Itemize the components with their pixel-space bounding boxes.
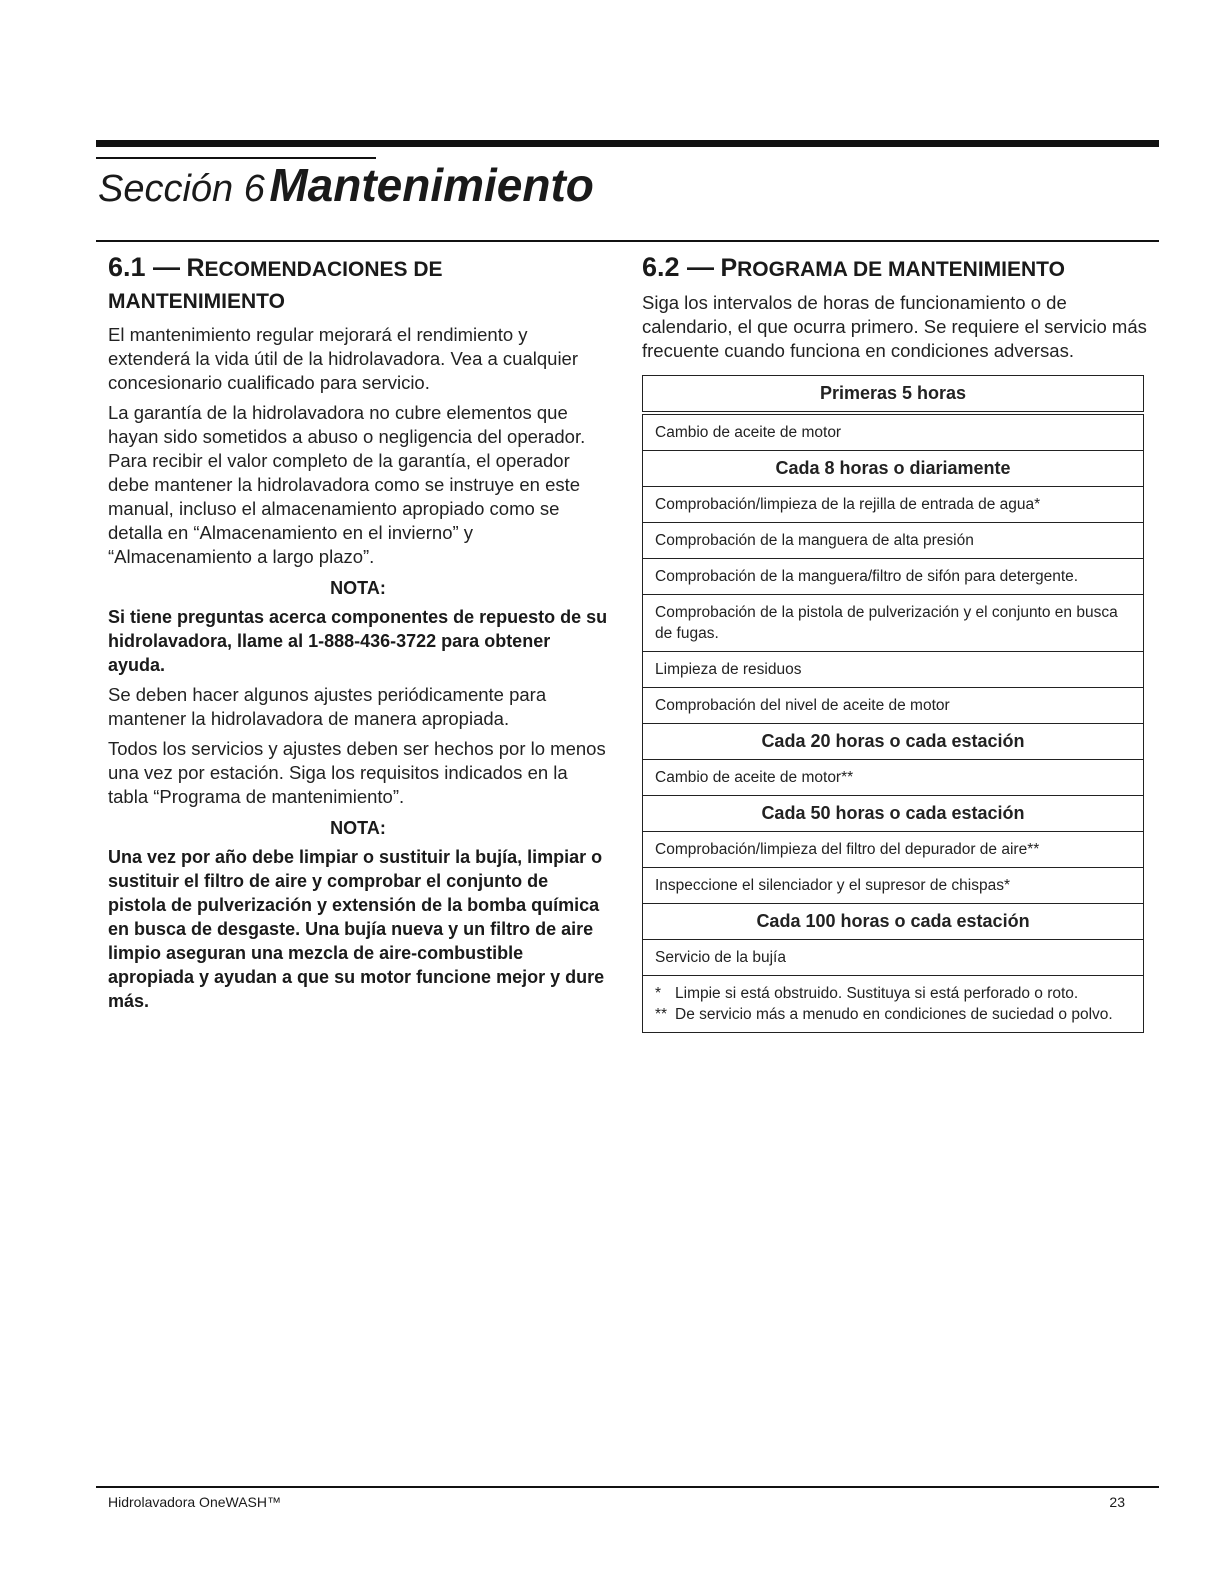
- group-title: Cada 20 horas o cada estación: [643, 724, 1144, 760]
- footnote: [655, 983, 1131, 1004]
- heading-6-2-rest: ROGRAMA DE MANTENIMIENTO: [737, 258, 1065, 281]
- footnote-mark: **: [655, 1006, 668, 1023]
- page-title: [98, 158, 594, 213]
- paragraph-warranty: La garantía de la hidrolavadora no cubre elementos que hayan sido sometidos a abuso o negligencia del operador. Para recibir el valor completo de la garantía, el operador debe mantener la hidrolavadora como se instruye en este manual, incluso el almacenamiento apropiado como se detalla en “Almacenamiento en el invierno” y “Almacenamiento a largo plazo”.: [108, 402, 586, 567]
- footnote-text: Limpie si está obstruido. Sustituya si está perforado o roto.: [675, 985, 1079, 1002]
- heading-6-1-rest: ECOMENDACIONES DE: [204, 258, 443, 281]
- table-group-header: [643, 376, 1144, 414]
- table-cell: Inspeccione el silenciador y el supresor de chispas*: [643, 868, 1144, 904]
- footer-rule: [96, 1486, 1159, 1488]
- heading-6-2-number: 6.2 —: [642, 252, 715, 282]
- paragraph-adjustments: Se deben hacer algunos ajustes periódicamente para mantener la hidrolavadora de manera apropiada.: [108, 684, 547, 729]
- table-cell: Servicio de la bujía: [643, 940, 1144, 976]
- note-label: NOTA:: [330, 578, 386, 598]
- table-cell: Comprobación/limpieza de la rejilla de entrada de agua*: [643, 487, 1144, 523]
- table-cell: Limpieza de residuos: [643, 652, 1144, 688]
- group-title: Primeras 5 horas: [643, 376, 1144, 414]
- header-rule: [96, 240, 1159, 242]
- table-group-header: [643, 796, 1144, 832]
- table-row: [643, 832, 1144, 868]
- table-cell: Comprobación de la pistola de pulverización y el conjunto en busca de fugas.: [643, 595, 1144, 652]
- note-annual-text: Una vez por año debe limpiar o sustituir la bujía, limpiar o sustituir el filtro de aire y comprobar el conjunto de pistola de pulverización y extensión de la bomba química en busca de desgaste. Una bujía nueva y un filtro de aire limpio aseguran una mezcla de aire-combustible apropiada y ayudan a que su motor funcione mejor y dure más.: [108, 847, 605, 1011]
- table-cell: Cambio de aceite de motor**: [643, 760, 1144, 796]
- table-group-header: [643, 724, 1144, 760]
- group-title: Cada 8 horas o diariamente: [643, 451, 1144, 487]
- note-label: NOTA:: [330, 818, 386, 838]
- table-row: [643, 595, 1144, 652]
- page-number: 23: [1109, 1494, 1125, 1510]
- heading-6-1-number: 6.1 —: [108, 252, 181, 282]
- table-row: [643, 523, 1144, 559]
- group-title: Cada 50 horas o cada estación: [643, 796, 1144, 832]
- footnotes-cell: [643, 976, 1144, 1033]
- table-row: [643, 940, 1144, 976]
- table-row: [643, 559, 1144, 595]
- paragraph-intro: El mantenimiento regular mejorará el rendimiento y extenderá la vida útil de la hidrolavadora. Vea a cualquier concesionario cualificado para servicio.: [108, 324, 579, 393]
- section-prefix: Sección 6: [98, 168, 265, 210]
- paragraph-seasonal: Todos los servicios y ajustes deben ser hechos por lo menos una vez por estación. Siga los requisitos indicados en la tabla “Programa de mantenimiento”.: [108, 738, 606, 807]
- footer-product-name: Hidrolavadora OneWASH™: [108, 1494, 281, 1510]
- footnote-text: De servicio más a menudo en condiciones de suciedad o polvo.: [675, 1006, 1113, 1023]
- table-row: [643, 413, 1144, 451]
- table-footnotes: [643, 976, 1144, 1033]
- footnote: [655, 1004, 1131, 1025]
- table-cell: Comprobación/limpieza del filtro del depurador de aire**: [643, 832, 1144, 868]
- table-group-header: [643, 904, 1144, 940]
- schedule-intro: Siga los intervalos de horas de funcionamiento o de calendario, el que ocurra primero. Se requiere el servicio más frecuente cuando funciona en condiciones adversas.: [642, 292, 1147, 361]
- top-rule: [96, 140, 1159, 147]
- table-row: [643, 760, 1144, 796]
- table-cell: Comprobación de la manguera/filtro de sifón para detergente.: [643, 559, 1144, 595]
- left-column: [108, 252, 608, 1019]
- heading-6-2-initial: P: [720, 254, 738, 282]
- heading-6-1: [108, 252, 608, 317]
- table-cell: Comprobación del nivel de aceite de motor: [643, 688, 1144, 724]
- table-row: [643, 487, 1144, 523]
- heading-6-2: [642, 252, 1148, 285]
- table-group-header: [643, 451, 1144, 487]
- maintenance-schedule-table: [642, 375, 1144, 1033]
- right-column: [642, 252, 1148, 1033]
- heading-6-1-initial: R: [186, 254, 205, 282]
- table-row: [643, 652, 1144, 688]
- note-parts-text: Si tiene preguntas acerca componentes de repuesto de su hidrolavadora, llame al 1-888-436-3722 para obtener ayuda.: [108, 607, 608, 675]
- table-row: [643, 688, 1144, 724]
- footnote-mark: *: [655, 985, 662, 1002]
- table-cell: Comprobación de la manguera de alta presión: [643, 523, 1144, 559]
- section-title-text: Mantenimiento: [269, 159, 594, 211]
- heading-6-1-line2: MANTENIMIENTO: [108, 290, 285, 313]
- table-row: [643, 868, 1144, 904]
- table-cell: Cambio de aceite de motor: [643, 413, 1144, 451]
- group-title: Cada 100 horas o cada estación: [643, 904, 1144, 940]
